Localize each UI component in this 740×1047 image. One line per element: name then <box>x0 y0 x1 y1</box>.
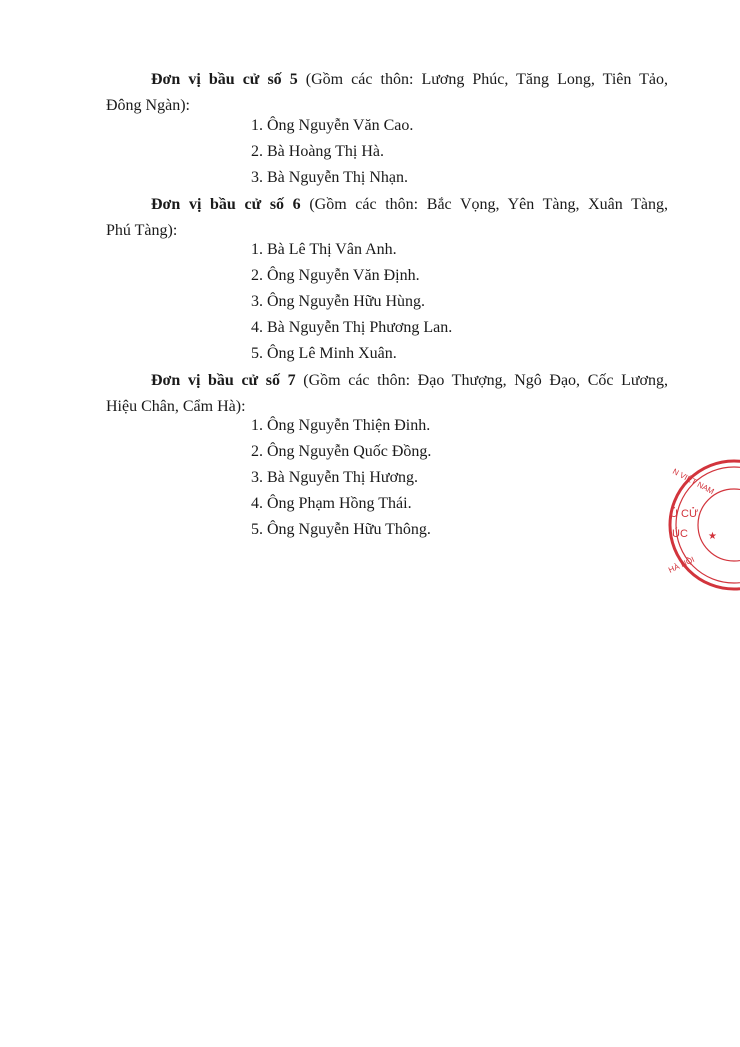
member-item: 1. Ông Nguyễn Thiện Đinh. <box>251 417 431 434</box>
member-item: 5. Ông Lê Minh Xuân. <box>251 345 397 362</box>
member-item: 5. Ông Nguyễn Hữu Thông. <box>251 521 431 538</box>
member-item: 2. Ông Nguyễn Quốc Đồng. <box>251 443 432 460</box>
unit-heading: Đơn vị bầu cử số 6 <box>151 196 301 213</box>
seal-graphic <box>664 455 740 595</box>
member-item: 3. Ông Nguyễn Hữu Hùng. <box>251 293 425 310</box>
election-unit-5 <box>106 67 668 119</box>
seal-center-ring <box>698 489 740 561</box>
unit-description: (Gồm các thôn: Đạo Thượng, Ngô Đạo, Cốc Lương, <box>295 372 669 389</box>
seal-star-icon: ★ <box>708 531 717 542</box>
member-item: 4. Bà Nguyễn Thị Phương Lan. <box>251 319 453 336</box>
election-unit-7 <box>106 368 668 420</box>
unit-heading: Đơn vị bầu cử số 5 <box>151 71 298 88</box>
unit-description-continued: Hiệu Chân, Cẩm Hà): <box>106 398 246 415</box>
member-item: 4. Ông Phạm Hồng Thái. <box>251 495 412 512</box>
unit-description: (Gồm các thôn: Lương Phúc, Tăng Long, Tiên Tảo, <box>297 71 669 88</box>
seal-text-middle-2: ÚC <box>672 528 688 540</box>
seal-text-middle-1: Ủ CỬ <box>670 508 699 520</box>
election-unit-6 <box>106 192 668 244</box>
seal-text-top: N VIỆT NAM <box>671 466 716 497</box>
unit-description-continued: Đông Ngàn): <box>106 97 190 114</box>
member-item: 3. Bà Nguyễn Thị Nhạn. <box>251 169 409 186</box>
unit-heading: Đơn vị bầu cử số 7 <box>151 372 296 389</box>
member-item: 2. Ông Nguyễn Văn Định. <box>251 267 420 284</box>
unit-description: (Gồm các thôn: Bắc Vọng, Yên Tàng, Xuân Tàng, <box>300 196 668 213</box>
member-item: 1. Ông Nguyễn Văn Cao. <box>251 117 414 134</box>
unit-description-continued: Phú Tàng): <box>106 222 178 239</box>
member-item: 2. Bà Hoàng Thị Hà. <box>251 143 385 160</box>
member-item: 1. Bà Lê Thị Vân Anh. <box>251 241 397 258</box>
member-item: 3. Bà Nguyễn Thị Hương. <box>251 469 419 486</box>
official-seal <box>664 455 740 595</box>
seal-text-bottom: HÀ NỘI <box>667 555 696 575</box>
